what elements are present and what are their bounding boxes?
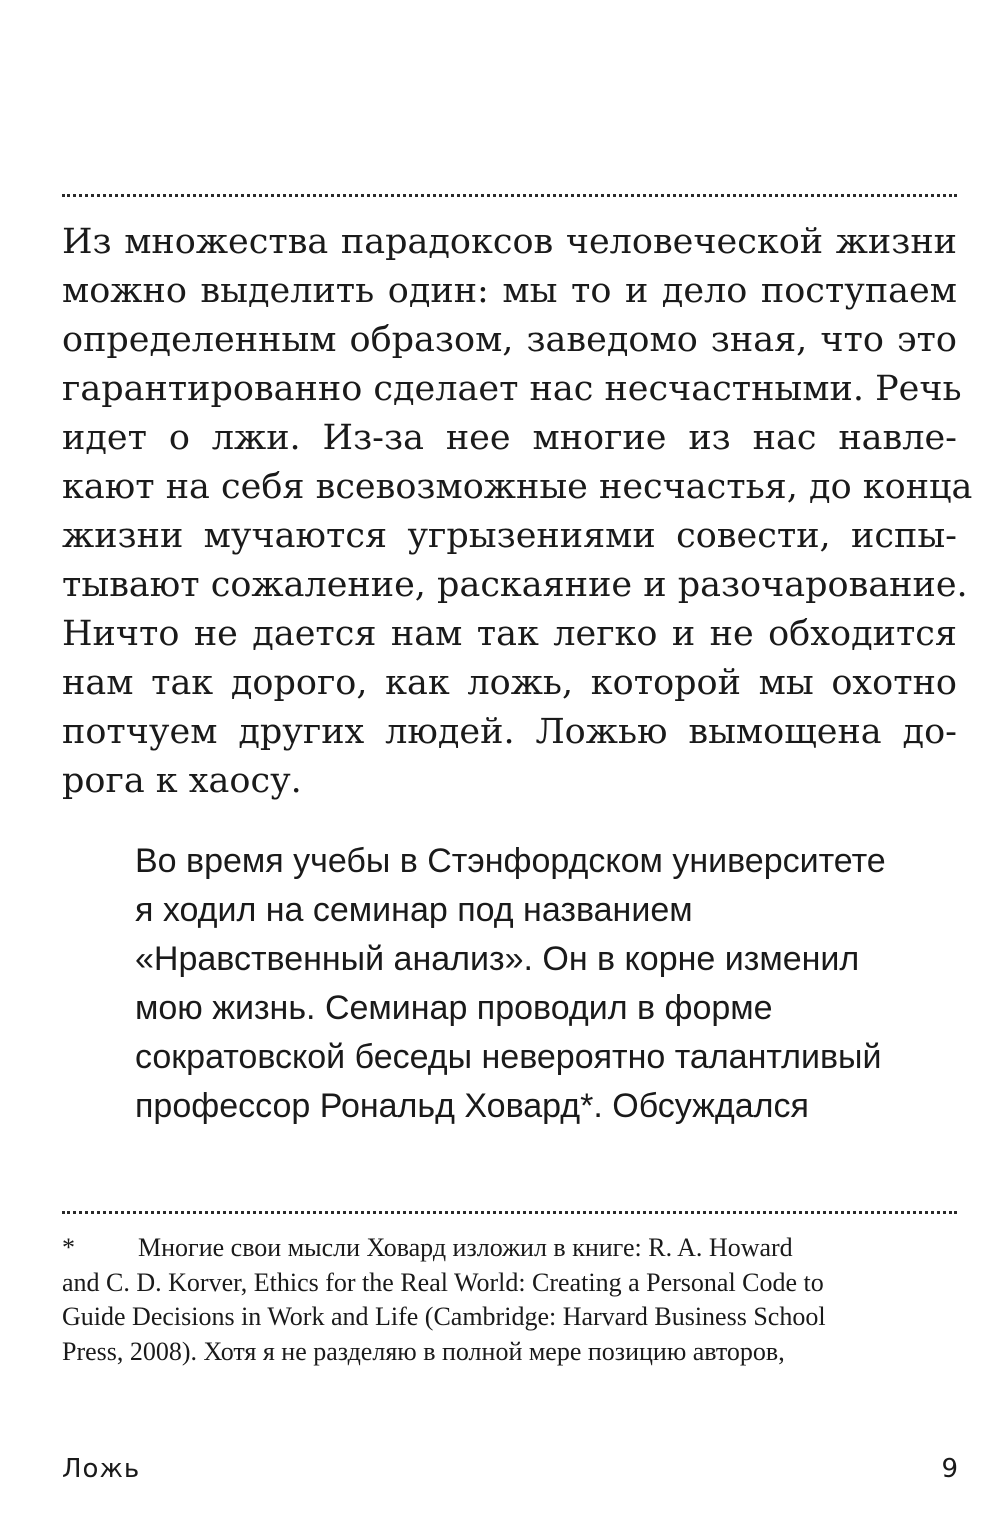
quote-line: мою жизнь. Семинар проводил в форме: [135, 989, 773, 1027]
main-line: определенным образом, заведомо зная, что это: [62, 320, 957, 360]
main-line: рога к хаосу.: [62, 761, 302, 801]
main-line: Ничто не дается нам так легко и не обходится: [62, 614, 957, 654]
main-line: жизни мучаются угрызениями совести, испы-: [62, 516, 957, 556]
footnote-line: Press, 2008). Хотя я не разделяю в полной мере позицию авторов,: [62, 1336, 785, 1366]
footnote-line: [62, 1231, 942, 1266]
dotted-divider-top: [62, 194, 957, 197]
main-line: можно выделить один: мы то и дело поступаем: [62, 271, 957, 311]
main-line: кают на себя всевозможные несчастья, до конца: [62, 467, 973, 507]
footnote-line-text: Многие свои мысли Ховард изложил в книге: R. A. Howard: [138, 1233, 793, 1262]
quote-paragraph: [135, 837, 935, 1131]
main-paragraph: [62, 218, 973, 806]
running-title: Ложь: [62, 1454, 141, 1484]
quote-line: Во время учебы в Стэнфордском университете: [135, 842, 886, 880]
footnote-line: Guide Decisions in Work and Life (Cambridge: Harvard Business School: [62, 1302, 826, 1331]
main-line: тывают сожаление, раскаяние и разочарование.: [62, 565, 968, 605]
main-line: Из множества парадоксов человеческой жизни: [62, 222, 957, 262]
main-line: потчуем других людей. Ложью вымощена до-: [62, 712, 957, 752]
footnote-line: and C. D. Korver, Ethics for the Real World: Creating a Personal Code to: [62, 1267, 824, 1297]
dotted-divider-footnote: [62, 1211, 957, 1214]
footnote-marker: *: [62, 1233, 75, 1262]
main-line: нам так дорого, как ложь, которой мы охотно: [62, 663, 957, 703]
main-line: идет о лжи. Из-за нее многие из нас навле-: [62, 418, 957, 458]
footnote: [62, 1231, 942, 1369]
quote-line: сократовской беседы невероятно талантливый: [135, 1038, 882, 1076]
quote-line: я ходил на семинар под названием: [135, 891, 693, 929]
quote-line: «Нравственный анализ». Он в корне изменил: [135, 940, 860, 978]
page-number: 9: [941, 1454, 958, 1484]
quote-line: профессор Рональд Ховард*. Обсуждался: [135, 1087, 809, 1125]
main-line: гарантированно сделает нас несчастными. Речь: [62, 369, 962, 409]
